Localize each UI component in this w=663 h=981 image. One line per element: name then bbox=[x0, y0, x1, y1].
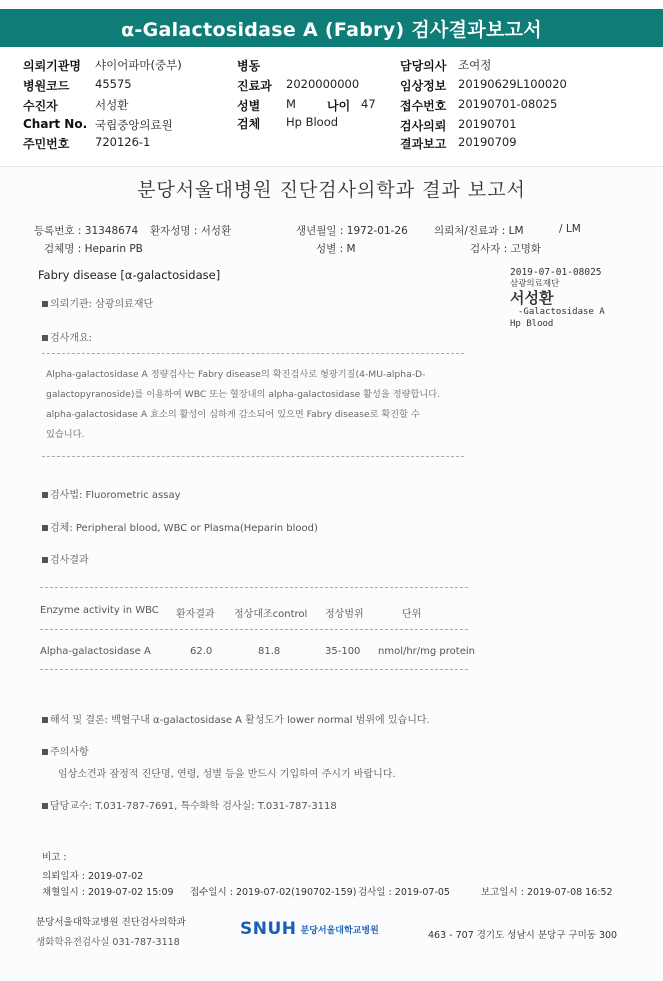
contact-text: 담당교수: T.031-787-7691, 특수화학 검사실: T.031-787-3118 bbox=[50, 801, 337, 812]
info-value-clinical-info: 20190629L100020 bbox=[458, 77, 567, 91]
label-sticker-id: 2019-07-01-08025 bbox=[510, 267, 602, 278]
table-header-normal-range: 정상범위 bbox=[325, 609, 364, 620]
birth-date: 생년월일 : 1972-01-26 bbox=[296, 225, 408, 237]
result-heading-text: 검사결과 bbox=[50, 555, 89, 566]
bullet-square-icon bbox=[42, 335, 48, 341]
info-label-resident-no: 주민번호 bbox=[23, 137, 70, 151]
label-sticker-org: 삼광의료재단 bbox=[510, 279, 560, 289]
info-label-chart-no: Chart No. bbox=[23, 117, 88, 131]
interpretation-line bbox=[42, 711, 430, 726]
divider bbox=[40, 669, 468, 670]
overview-line-4: 있습니다. bbox=[46, 429, 85, 440]
method-line bbox=[42, 486, 181, 501]
label-sticker-specimen: Hp Blood bbox=[510, 319, 554, 329]
hospital-address: 463 - 707 경기도 성남시 분당구 구미동 300 bbox=[428, 930, 618, 941]
info-value-chart-no: 국립중앙의료원 bbox=[95, 118, 173, 132]
info-value-requesting-org: 샤이어파마(중부) bbox=[95, 58, 182, 72]
logo-text: SNUH bbox=[240, 919, 297, 939]
agency-line bbox=[42, 295, 153, 310]
info-value-age: 47 bbox=[361, 97, 376, 111]
label-sticker-test: -Galactosidase A bbox=[518, 307, 605, 317]
specimen-type-text: 검체: Peripheral blood, WBC or Plasma(Heparin blood) bbox=[50, 523, 318, 534]
info-label-age: 나이 bbox=[327, 99, 351, 113]
info-value-doctor: 조여정 bbox=[458, 58, 492, 72]
bullet-square-icon bbox=[42, 301, 48, 307]
contact-line bbox=[42, 797, 337, 812]
bullet-square-icon bbox=[42, 525, 48, 531]
bullet-square-icon bbox=[42, 557, 48, 563]
table-cell-unit: nmol/hr/mg protein bbox=[378, 646, 475, 657]
overview-line-1: Alpha-galactosidase A 정량검사는 Fabry disease의 확진검사로 형광기질(4-MU-alpha-D- bbox=[46, 369, 426, 380]
interpretation-text: 해석 및 결론: 백혈구내 α-galactosidase A 활성도가 lower normal 범위에 있습니다. bbox=[50, 715, 430, 726]
caution-text: 임상소견과 잠정적 진단명, 연령, 성별 등을 반드시 기입하여 주시기 바랍니다. bbox=[58, 769, 396, 780]
result-heading bbox=[42, 551, 89, 566]
overview-heading-text: 검사개요: bbox=[50, 333, 93, 344]
info-value-receipt-no: 20190701-08025 bbox=[458, 97, 558, 111]
patient-info-block bbox=[0, 54, 663, 166]
report-date: 보고일시 : 2019-07-08 16:52 bbox=[481, 887, 613, 898]
collection-date: 채혈일시 : 2019-07-02 15:09 bbox=[42, 887, 174, 898]
report-banner-title: α-Galactosidase A (Fabry) 검사결과보고서 bbox=[0, 9, 663, 47]
divider bbox=[40, 587, 468, 588]
info-label-requesting-org: 의뢰기관명 bbox=[23, 59, 81, 73]
info-value-department: 2020000000 bbox=[286, 77, 360, 91]
test-date: 검사일 : 2019-07-05 bbox=[358, 887, 450, 898]
patient-sex: 성별 : M bbox=[316, 243, 356, 255]
table-cell-test: Alpha-galactosidase A bbox=[40, 646, 151, 657]
method-text: 검사법: Fluorometric assay bbox=[50, 490, 181, 501]
divider bbox=[42, 353, 464, 354]
specimen-name: 검체명 : Heparin PB bbox=[44, 243, 143, 255]
info-label-ward: 병동 bbox=[237, 59, 261, 73]
caution-heading bbox=[42, 743, 89, 758]
table-header-patient-result: 환자결과 bbox=[176, 609, 215, 620]
info-value-examinee: 서성환 bbox=[95, 98, 129, 112]
bullet-square-icon bbox=[42, 717, 48, 723]
divider bbox=[42, 456, 464, 457]
info-value-result-report: 20190709 bbox=[458, 135, 517, 149]
agency-text: 의뢰기관: 삼광의료재단 bbox=[50, 299, 154, 310]
requesting-department: 의뢰처/진료과 : LM bbox=[434, 225, 524, 237]
table-header-enzyme: Enzyme activity in WBC bbox=[40, 605, 159, 616]
info-label-department: 진료과 bbox=[237, 79, 272, 93]
info-value-sex: M bbox=[286, 97, 296, 111]
info-label-examinee: 수진자 bbox=[23, 99, 58, 113]
receipt-date: 접수일시 : 2019-07-02(190702-159) bbox=[190, 887, 357, 898]
caution-heading-text: 주의사항 bbox=[50, 747, 89, 758]
bullet-square-icon bbox=[42, 492, 48, 498]
table-cell-patient-result: 62.0 bbox=[190, 646, 213, 657]
info-value-specimen: Hp Blood bbox=[286, 115, 339, 129]
table-header-control: 정상대조control bbox=[234, 609, 308, 620]
scanned-report bbox=[0, 166, 663, 981]
info-label-specimen: 검체 bbox=[237, 117, 261, 131]
patient-name: 환자성명 : 서성환 bbox=[150, 225, 232, 237]
logo-subtitle: 분당서울대학교병원 bbox=[300, 925, 379, 936]
overview-line-3: alpha-galactosidase A 효소의 활성이 심하게 감소되어 있으면 Fabry disease로 확진할 수 bbox=[46, 409, 420, 420]
hospital-logo bbox=[240, 919, 379, 939]
overview-line-2: galactopyranoside)를 이용하여 WBC 또는 혈장내의 alpha-galactosidase 활성을 정량합니다. bbox=[46, 389, 441, 400]
divider bbox=[40, 629, 468, 630]
info-label-doctor: 담당의사 bbox=[400, 59, 447, 73]
table-cell-control: 81.8 bbox=[258, 646, 281, 657]
bullet-square-icon bbox=[42, 803, 48, 809]
info-label-result-report: 결과보고 bbox=[400, 137, 447, 151]
specimen-type-line bbox=[42, 519, 318, 534]
remark-label: 비고 : bbox=[42, 852, 67, 863]
overview-heading bbox=[42, 329, 92, 344]
bullet-square-icon bbox=[42, 749, 48, 755]
info-label-test-request: 검사의뢰 bbox=[400, 119, 447, 133]
table-header-unit: 단위 bbox=[402, 609, 422, 620]
info-label-sex: 성별 bbox=[237, 99, 261, 113]
info-value-resident-no: 720126-1 bbox=[95, 135, 151, 149]
footer-lab: 생화학유전검사실 031-787-3118 bbox=[36, 937, 180, 948]
info-value-test-request: 20190701 bbox=[458, 117, 517, 131]
examiner-name: 검사자 : 고명화 bbox=[470, 243, 542, 255]
info-value-hospital-code: 45575 bbox=[95, 77, 132, 91]
footer-department: 분당서울대학교병원 진단검사의학과 bbox=[36, 917, 186, 928]
registration-number: 등록번호 : 31348674 bbox=[34, 225, 139, 237]
info-label-clinical-info: 임상정보 bbox=[400, 79, 447, 93]
requesting-department-2: / LM bbox=[559, 223, 581, 235]
table-cell-normal-range: 35-100 bbox=[325, 646, 361, 657]
label-sticker-name: 서성환 bbox=[510, 289, 554, 307]
report-title: 분당서울대병원 진단검사의학과 결과 보고서 bbox=[137, 179, 526, 201]
test-name: Fabry disease [α-galactosidase] bbox=[38, 268, 221, 282]
info-label-hospital-code: 병원코드 bbox=[23, 79, 70, 93]
info-label-receipt-no: 접수번호 bbox=[400, 99, 447, 113]
request-date: 의뢰일자 : 2019-07-02 bbox=[42, 871, 144, 882]
